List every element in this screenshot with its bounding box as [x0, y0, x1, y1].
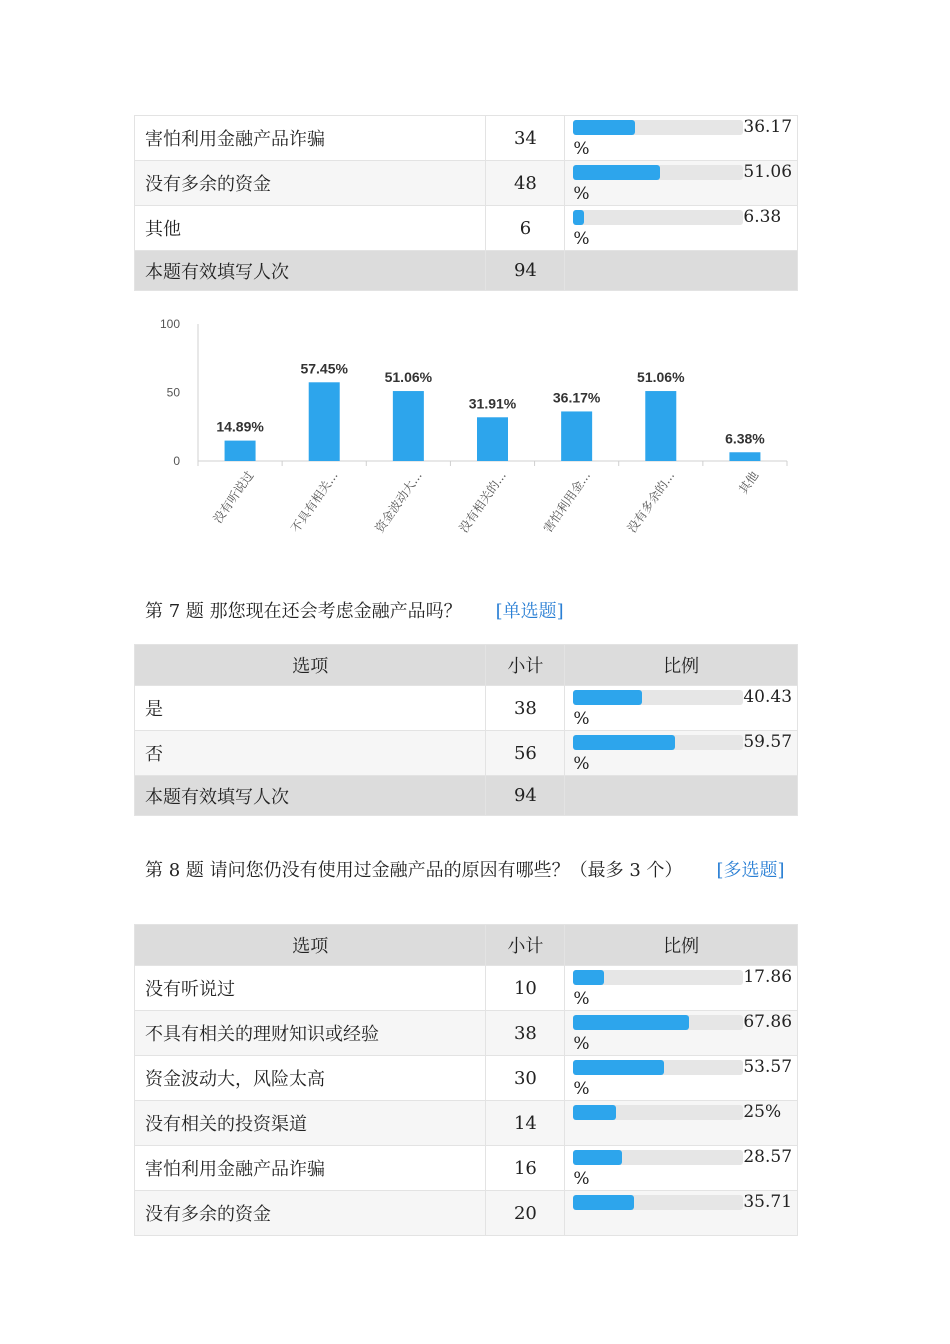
question-type-link[interactable]: [单选题] — [495, 601, 564, 622]
ratio-bar-fill — [573, 120, 634, 135]
ratio-value: 59.57 — [743, 732, 793, 752]
ratio-value: 35.71 — [743, 1192, 793, 1212]
ratio-unit: % — [573, 1169, 590, 1189]
ratio-unit: % — [573, 754, 590, 774]
ratio-bar — [573, 735, 743, 750]
ratio-unit: % — [573, 1079, 590, 1099]
table-row — [135, 686, 798, 731]
x-tick-label: 资金波动大... — [372, 468, 425, 536]
x-tick-label: 没有听说过 — [210, 468, 257, 526]
option-ratio — [565, 1056, 798, 1101]
option-ratio — [565, 161, 798, 206]
ratio-bar-fill — [573, 1195, 634, 1210]
ratio-unit: % — [573, 229, 590, 249]
bar-value-label: 31.91% — [468, 395, 517, 412]
chart-bar — [225, 441, 256, 461]
ratio-bar-fill — [573, 735, 674, 750]
option-label: 是 — [135, 686, 486, 731]
table-row — [135, 1101, 798, 1146]
ratio-value: 67.86 — [743, 1012, 793, 1032]
question-type-link[interactable]: [多选题] — [716, 860, 785, 881]
ratio-bar — [573, 1150, 743, 1165]
table-row — [135, 206, 798, 251]
option-ratio — [565, 966, 798, 1011]
x-tick-label: 没有相关的... — [456, 468, 509, 536]
ratio-unit: % — [573, 1034, 590, 1054]
option-label: 没有相关的投资渠道 — [135, 1101, 486, 1146]
header-option: 选项 — [135, 925, 486, 966]
option-label: 其他 — [135, 206, 486, 251]
chart-bar — [309, 382, 340, 461]
x-tick-label: 没有多余的... — [624, 468, 678, 536]
option-label: 害怕利用金融产品诈骗 — [135, 116, 486, 161]
total-count: 94 — [486, 251, 565, 291]
ratio-bar-fill — [573, 1060, 664, 1075]
option-label: 没有多余的资金 — [135, 161, 486, 206]
ratio-unit: % — [573, 989, 590, 1009]
ratio-unit: % — [573, 184, 590, 204]
bar-value-label: 57.45% — [300, 360, 348, 377]
option-label: 没有听说过 — [135, 966, 486, 1011]
ratio-bar — [573, 1060, 743, 1075]
question-text: 第 7 题 那您现在还会考虑金融产品吗？ — [145, 601, 462, 622]
table-row — [135, 116, 798, 161]
table-row — [135, 966, 798, 1011]
ratio-value: 17.86 — [743, 967, 793, 987]
ratio-bar — [573, 690, 743, 705]
option-count: 14 — [486, 1101, 565, 1146]
header-option: 选项 — [135, 645, 486, 686]
option-label: 资金波动大，风险太高 — [135, 1056, 486, 1101]
ratio-bar-fill — [573, 1015, 688, 1030]
ratio-value: 53.57 — [743, 1057, 793, 1077]
option-count: 34 — [486, 116, 565, 161]
ratio-bar — [573, 165, 743, 180]
ratio-bar — [573, 970, 743, 985]
table-row — [135, 1056, 798, 1101]
y-tick-label: 0 — [173, 454, 180, 468]
result-bar-chart — [145, 310, 795, 545]
option-count: 16 — [486, 1146, 565, 1191]
ratio-value: 40.43 — [743, 687, 793, 707]
ratio-bar-fill — [573, 210, 584, 225]
question-text: 第 8 题 请问您仍没有使用过金融产品的原因有哪些？（最多 3 个） — [145, 860, 683, 881]
table-row — [135, 1191, 798, 1236]
bar-value-label: 14.89% — [216, 418, 264, 435]
total-row — [135, 776, 798, 816]
option-ratio — [565, 1011, 798, 1056]
option-count: 56 — [486, 731, 565, 776]
option-ratio — [565, 731, 798, 776]
total-empty — [565, 776, 798, 816]
table-row — [135, 1146, 798, 1191]
y-tick-label: 50 — [166, 385, 180, 400]
x-tick-label: 其他 — [736, 468, 762, 497]
option-label: 害怕利用金融产品诈骗 — [135, 1146, 486, 1191]
ratio-bar — [573, 1195, 743, 1210]
ratio-bar-fill — [573, 690, 642, 705]
option-label: 没有多余的资金 — [135, 1191, 486, 1236]
option-count: 48 — [486, 161, 565, 206]
total-empty — [565, 251, 798, 291]
option-ratio — [565, 206, 798, 251]
option-ratio — [565, 1101, 798, 1146]
table-row — [135, 161, 798, 206]
ratio-bar — [573, 120, 743, 135]
option-ratio — [565, 116, 798, 161]
y-tick-label: 100 — [159, 317, 180, 331]
option-ratio — [565, 686, 798, 731]
ratio-value: 51.06 — [743, 162, 793, 182]
ratio-unit: % — [573, 139, 590, 159]
total-label: 本题有效填写人次 — [135, 776, 486, 816]
option-count: 20 — [486, 1191, 565, 1236]
ratio-bar-fill — [573, 1105, 616, 1120]
chart-bar — [729, 452, 760, 461]
option-ratio — [565, 1191, 798, 1236]
total-row — [135, 251, 798, 291]
option-count: 38 — [486, 686, 565, 731]
total-label: 本题有效填写人次 — [135, 251, 486, 291]
option-label: 不具有相关的理财知识或经验 — [135, 1011, 486, 1056]
bar-value-label: 36.17% — [552, 389, 601, 406]
question-7-title — [145, 600, 795, 623]
option-count: 6 — [486, 206, 565, 251]
ratio-value: 6.38 — [743, 207, 782, 227]
ratio-bar — [573, 210, 743, 225]
result-table-q7 — [134, 644, 798, 816]
ratio-value: 36.17 — [743, 117, 793, 137]
total-count: 94 — [486, 776, 565, 816]
bar-value-label: 51.06% — [384, 369, 433, 386]
ratio-value: 28.57 — [743, 1147, 793, 1167]
option-count: 10 — [486, 966, 565, 1011]
ratio-value: 25% — [743, 1102, 782, 1122]
ratio-bar-fill — [573, 1150, 622, 1165]
header-count: 小计 — [486, 925, 565, 966]
x-tick-label: 害怕利用金... — [540, 468, 594, 536]
chart-bar — [645, 391, 676, 461]
question-8-title — [145, 859, 795, 882]
ratio-unit: % — [573, 709, 590, 729]
chart-bar — [561, 411, 592, 461]
option-count: 30 — [486, 1056, 565, 1101]
header-ratio: 比例 — [565, 645, 798, 686]
header-count: 小计 — [486, 645, 565, 686]
ratio-bar — [573, 1105, 743, 1120]
result-table-q8 — [134, 924, 798, 1236]
chart-bar — [393, 391, 424, 461]
table-row — [135, 1011, 798, 1056]
ratio-bar-fill — [573, 970, 603, 985]
bar-value-label: 6.38% — [725, 430, 765, 447]
x-tick-label: 不具有相关... — [288, 468, 341, 536]
option-count: 38 — [486, 1011, 565, 1056]
option-ratio — [565, 1146, 798, 1191]
bar-value-label: 51.06% — [637, 369, 685, 386]
ratio-bar-fill — [573, 165, 660, 180]
table-row — [135, 731, 798, 776]
chart-bar — [477, 417, 508, 461]
header-ratio: 比例 — [565, 925, 798, 966]
ratio-bar — [573, 1015, 743, 1030]
result-table-q6 — [134, 115, 798, 291]
option-label: 否 — [135, 731, 486, 776]
